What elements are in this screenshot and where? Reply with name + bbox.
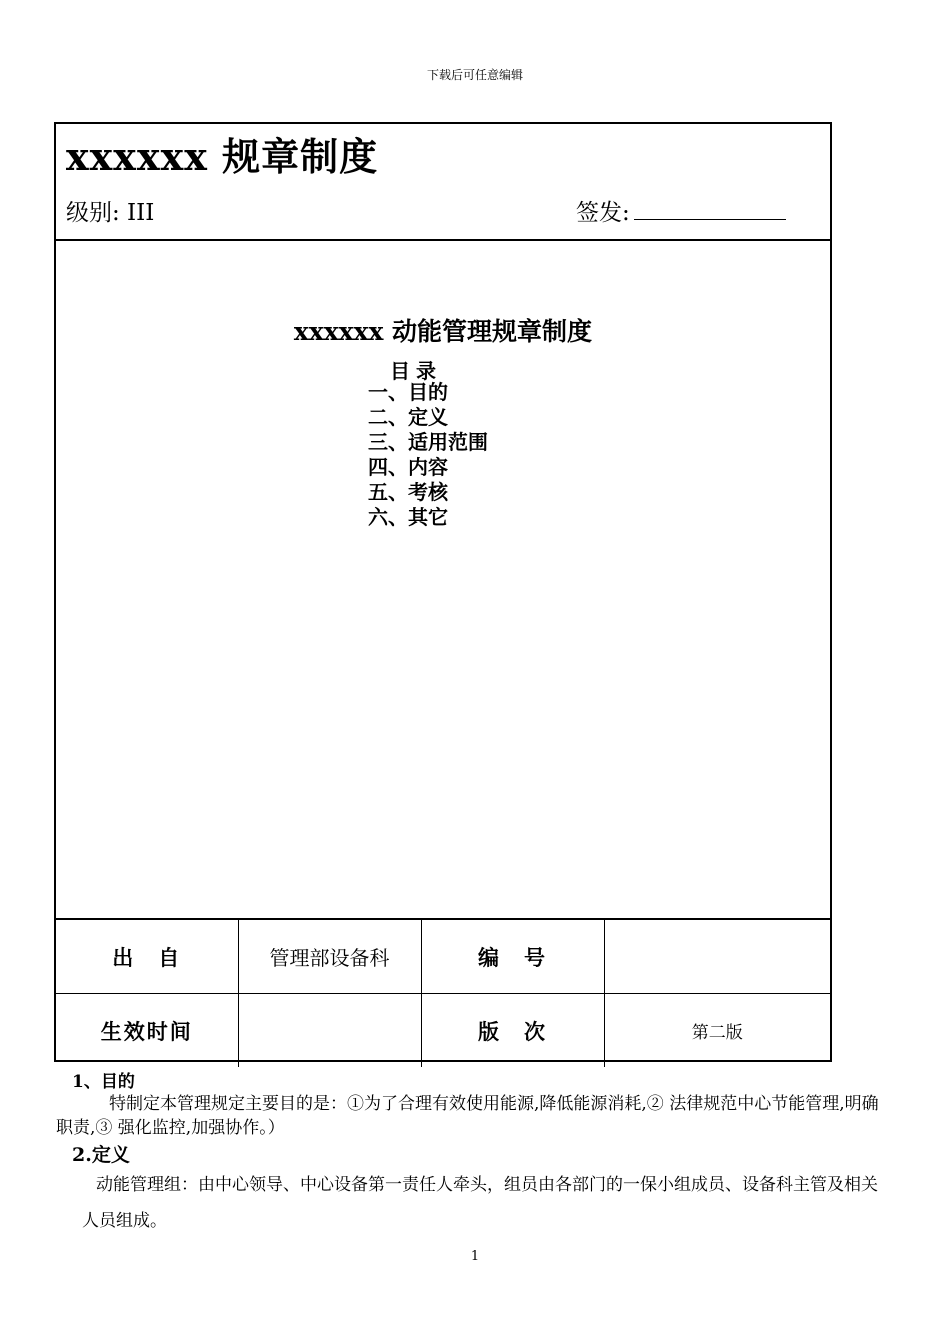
meta-table	[56, 918, 830, 1062]
table-of-contents	[368, 380, 488, 530]
effective-date-label: 生效时间	[56, 994, 238, 1068]
number-value	[604, 920, 830, 994]
source-value: 管理部设备科	[238, 920, 421, 994]
toc-item: 一、目的	[368, 380, 448, 404]
edition-label: 版 次	[421, 994, 604, 1068]
table-row	[56, 994, 830, 1068]
source-label: 出 自	[56, 920, 238, 994]
edition-value: 第二版	[691, 1023, 743, 1043]
effective-date-value	[238, 994, 421, 1068]
document-title: xxxxxx 动能管理规章制度	[293, 317, 593, 346]
section-text-purpose: 特制定本管理规定主要目的是：①为了合理有效使用能源,降低能源消耗,② 法律规范中心节能管理,明确职责,③ 强化监控,加强协作。）	[56, 1094, 879, 1138]
toc-item: 五、考核	[368, 480, 448, 504]
toc-item: 三、适用范围	[368, 430, 488, 454]
toc-item: 四、内容	[368, 455, 448, 479]
sign-label: 签发:	[576, 200, 630, 226]
number-label: 编 号	[421, 920, 604, 994]
section-heading-purpose: 1、目的	[72, 1072, 135, 1092]
page-number: 1	[470, 1249, 480, 1264]
section-heading-definition: 2.定义	[72, 1144, 130, 1166]
level-label: 级别: III	[66, 200, 155, 226]
sign-blank-line	[634, 197, 786, 220]
page-header-note: 下载后可任意编辑	[426, 68, 523, 82]
toc-heading: 目录	[390, 359, 442, 383]
title-block	[56, 124, 830, 241]
regulation-title: xxxxxx 规章制度	[66, 134, 379, 179]
toc-item: 二、定义	[368, 405, 448, 429]
sign-field	[576, 194, 786, 227]
regulation-frame	[54, 122, 832, 1062]
section-text-definition: 动能管理组：由中心领导、中心设备第一责任人牵头，组员由各部门的一保小组成员、设备科主管及相关人员组成。	[82, 1175, 878, 1231]
table-row	[56, 920, 830, 994]
toc-item: 六、其它	[368, 505, 448, 529]
